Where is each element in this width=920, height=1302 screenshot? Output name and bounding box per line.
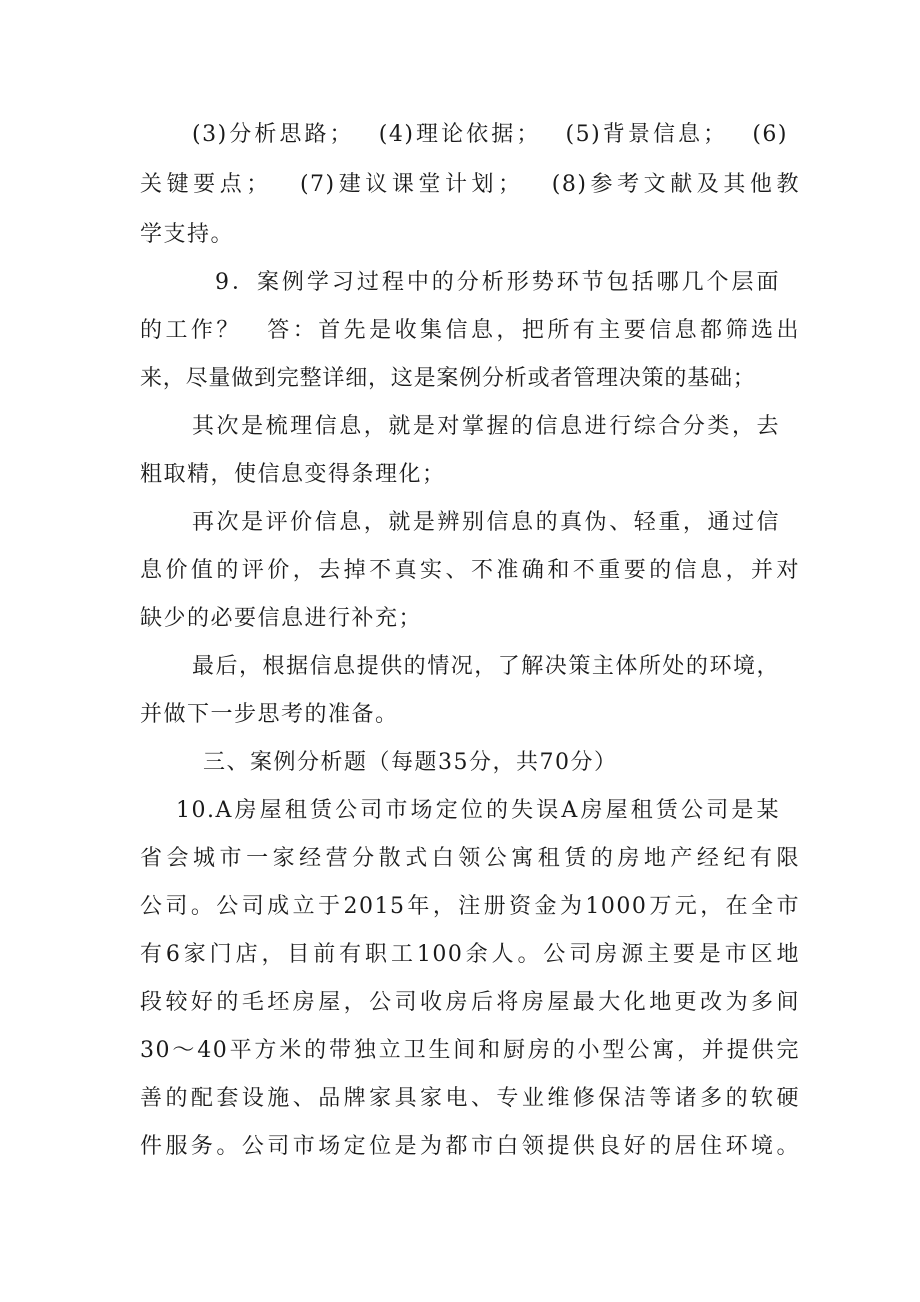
text-line: (3)分析思路； (4)理论依据； (5)背景信息； (6)	[192, 122, 788, 147]
text-line: 缺少的必要信息进行补充；	[140, 606, 423, 631]
section-heading: 三、案例分析题（每题35分，共70分）	[203, 750, 618, 775]
text-line: 其次是梳理信息，就是对掌握的信息进行综合分类，去	[192, 414, 780, 439]
text-line: 粗取精，使信息变得条理化；	[140, 462, 446, 487]
text-line: 最后，根据信息提供的情况，了解决策主体所处的环境，	[192, 654, 780, 679]
text-line: 关键要点； (7)建议课堂计划； (8)参考文献及其他教	[140, 172, 800, 197]
text-line: 并做下一步思考的准备。	[140, 702, 399, 727]
text-line: 公司。公司成立于2015年，注册资金为1000万元，在全市	[140, 894, 800, 919]
text-line: 的工作？ 答：首先是收集信息，把所有主要信息都筛选出	[140, 318, 800, 343]
text-line: 30～40平方米的带独立卫生间和厨房的小型公寓，并提供完	[140, 1038, 800, 1063]
text-line: 段较好的毛坯房屋，公司收房后将房屋最大化地更改为多间	[140, 990, 800, 1015]
text-line: 善的配套设施、品牌家具家电、专业维修保洁等诸多的软硬	[140, 1086, 800, 1111]
text-line: 有6家门店，目前有职工100余人。公司房源主要是市区地	[140, 942, 800, 967]
question-10-heading: 10.A房屋租赁公司市场定位的失误A房屋租赁公司是某	[176, 798, 780, 823]
question-9-heading: 9．案例学习过程中的分析形势环节包括哪几个层面	[215, 270, 780, 295]
text-line: 息价值的评价，去掉不真实、不准确和不重要的信息，并对	[140, 558, 800, 583]
text-line: 件服务。公司市场定位是为都市白领提供良好的居住环境。	[140, 1134, 800, 1159]
text-line: 来，尽量做到完整详细，这是案例分析或者管理决策的基础；	[140, 366, 756, 391]
text-line: 学支持。	[140, 222, 235, 247]
text-line: 再次是评价信息，就是辨别信息的真伪、轻重，通过信	[192, 510, 780, 535]
text-line: 省会城市一家经营分散式白领公寓租赁的房地产经纪有限	[140, 846, 800, 871]
